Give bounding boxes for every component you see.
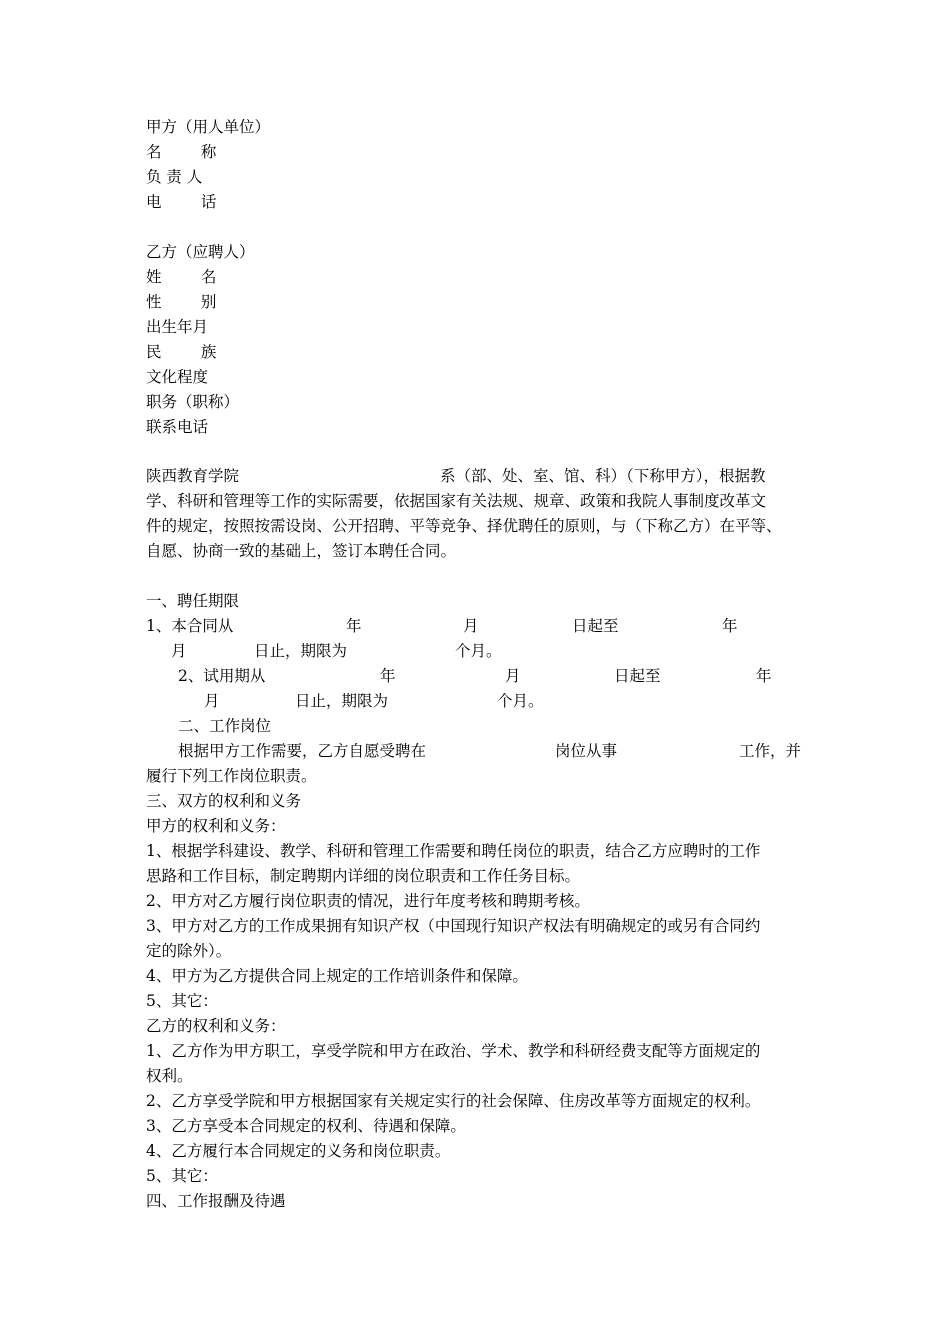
probation-prefix: 2、试用期从 [178,667,266,685]
section1-heading: 一、聘任期限 [146,592,240,610]
term-day-to: 日止，期限为 [254,642,348,660]
party-b-duty-line: 1、乙方作为甲方职工，享受学院和甲方在政治、学术、教学和科研经费支配等方面规定的 [146,1042,761,1060]
party-a-duty-line: 3、甲方对乙方的工作成果拥有知识产权（中国现行知识产权法有明确规定的或另有合同约 [146,917,761,935]
party-a-duty-line: 2、甲方对乙方履行岗位职责的情况，进行年度考核和聘期考核。 [146,892,590,910]
party-b-duty-line: 权利。 [146,1067,193,1085]
party-a-duty-line: 1、根据学科建设、教学、科研和管理工作需要和聘任岗位的职责，结合乙方应聘时的工作 [146,842,761,860]
party-b-gender-label: 性 别 [146,293,217,311]
party-b-duty-line: 5、其它： [146,1167,218,1185]
party-b-title-label: 职务（职称） [146,393,240,411]
intro-line1-tail: 系（部、处、室、馆、科）（下称甲方），根据教 [440,467,766,485]
term-year2: 年 [722,617,738,635]
probation-day-from: 日起至 [614,667,661,685]
intro-line3: 件的规定，按照按需设岗、公开招聘、平等竞争、择优聘任的原则，与（下称乙方）在平等、 [146,517,782,535]
intro-lead: 陕西教育学院 [146,467,240,485]
party-a-heading: 甲方（用人单位） [146,118,271,136]
intro-line4: 自愿、协商一致的基础上，签订本聘任合同。 [146,542,457,560]
section2-line1-a: 根据甲方工作需要，乙方自愿受聘在 [178,742,427,760]
term-day-from: 日起至 [572,617,619,635]
section4-heading: 四、工作报酬及待遇 [146,1192,286,1210]
party-b-ethnic-label: 民 族 [146,343,217,361]
party-b-education-label: 文化程度 [146,368,209,386]
party-a-duty-line: 思路和工作目标，制定聘期内详细的岗位职责和工作任务目标。 [146,867,581,885]
section2-heading: 二、工作岗位 [178,717,272,735]
party-b-duty-line: 4、乙方履行本合同规定的义务和岗位职责。 [146,1142,451,1160]
party-b-duty-line: 3、乙方享受本合同规定的权利、待遇和保障。 [146,1117,466,1135]
term-month1: 月 [463,617,479,635]
probation-year2: 年 [756,667,772,685]
party-a-duty-line: 定的除外）。 [146,942,232,960]
party-a-name-label: 名 称 [146,143,217,161]
party-a-head-label: 负 责 人 [146,168,203,186]
party-a-phone-label: 电 话 [146,193,217,211]
probation-month1: 月 [505,667,521,685]
probation-day-to: 日止，期限为 [295,692,389,710]
probation-month2: 月 [204,692,220,710]
party-b-name-label: 姓 名 [146,268,217,286]
party-a-duty-line: 4、甲方为乙方提供合同上规定的工作培训条件和保障。 [146,967,528,985]
section2-line1-b: 岗位从事 [555,742,618,760]
section3-heading: 三、双方的权利和义务 [146,792,302,810]
probation-months: 个月。 [497,692,544,710]
party-a-duties-heading: 甲方的权利和义务： [146,817,286,835]
section2-line2: 履行下列工作岗位职责。 [146,767,317,785]
party-b-duty-line: 2、乙方享受学院和甲方根据国家有关规定实行的社会保障、住房改革等方面规定的权利。 [146,1092,761,1110]
term-year1: 年 [346,617,362,635]
party-b-birth-label: 出生年月 [146,318,209,336]
party-b-phone-label: 联系电话 [146,418,209,436]
term-month2: 月 [171,642,187,660]
term-months: 个月。 [455,642,502,660]
intro-line2: 学、科研和管理等工作的实际需要，依据国家有关法规、规章、政策和我院人事制度改革文 [146,492,767,510]
party-b-duties-heading: 乙方的权利和义务： [146,1017,286,1035]
party-b-heading: 乙方（应聘人） [146,243,255,261]
probation-year1: 年 [380,667,396,685]
term-prefix: 1、本合同从 [146,617,234,635]
party-a-duty-line: 5、其它： [146,992,218,1010]
section2-line1-c: 工作，并 [739,742,802,760]
